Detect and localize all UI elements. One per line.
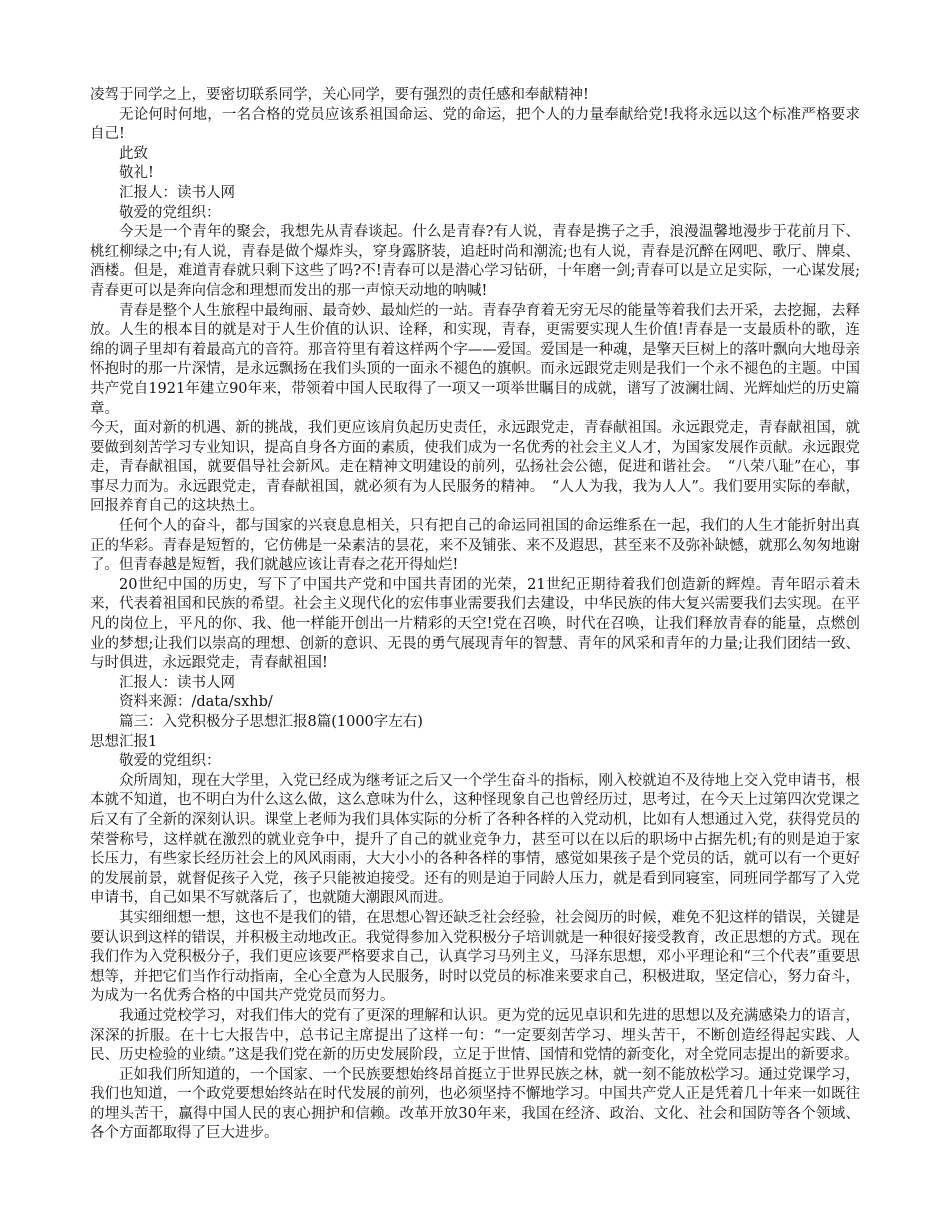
paragraph: 众所周知，现在大学里，入党已经成为继考证之后又一个学生奋斗的指标，刚入校就迫不及待地上交入党申请书，根本就不知道，也不明白为什么这么做，这么意味为什么，这种怪现象自己也曾经历过，思考过，在今天上过第四次党课之后又有了全新的深刻认识。课堂上老师为我们具体实际的分析了各种各样的入党动机，比如有人想通过入党，获得党员的荣誉称号，这样就在激烈的就业竞争中，提升了自己的就业竞争力，甚至可以在以后的职场中占据先机;有的则是迫于家长压力，有些家长经历社会上的风风雨雨，大大小小的各种各样的事情，感觉如果孩子是个党员的话，就可以有一个更好的发展前景，就督促孩子入党，孩子只能被迫接受。还有的则是迫于同龄人压力，就是看到同寝室，同班同学都写了入党申请书，自己如果不写就落后了，也就随大潮跟风而进。: [90, 772, 860, 907]
source-line: 资料来源：/data/sxhb/: [119, 694, 273, 711]
closing-line: 此致: [119, 145, 148, 162]
section-title: 篇三：入党积极分子思想汇报8篇(1000字左右): [119, 714, 423, 730]
salutation: 敬爱的党组织：: [119, 753, 221, 770]
paragraph: 今天，面对新的机遇、新的挑战，我们更应该肩负起历史责任，永远跟党走，青春献祖国。永远跟党走，青春献祖国，就要做到刻苦学习专业知识，提高自身各方面的素质，使我们成为一名优秀的社会主义人才，为国家发展作贡献。永远跟党走，青春献祖国，就要倡导社会新风。走在精神文明建设的前列，弘扬社会公德，促进和谐社会。 “八荣八耻”在心，事事尽力而为。永远跟党走，青春献祖国，就必须有为人民服务的精神。 “人人为我，我为人人”。我们要用实际的奉献，回报养育自己的这块热土。: [90, 420, 860, 515]
reporter-line: 汇报人：读书人网: [119, 184, 235, 201]
paragraph: 其实细细想一想，这也不是我们的错，在思想心智还缺乏社会经验，社会阅历的时候，难免不犯这样的错误，关键是要认识到这样的错误，并积极主动地改正。我觉得参加入党积极分子培训就是一种很好接受教育，改正思想的方式。现在我们作为入党积极分子，我们更应该要严格要求自己，认真学习马列主义，马泽东思想，邓小平理论和“三个代表”重要思想等，并把它们当作行动指南，全心全意为人民服务，时时以党员的标准来要求自己，积极进取，坚定信心，努力奋斗，为成为一名优秀合格的中国共产党党员而努力。: [90, 909, 860, 1005]
paragraph: 20世纪中国的历史，写下了中国共产党和中国共青团的光荣，21世纪正期待着我们创造新的辉煌。青年昭示着未来，代表着祖国和民族的希望。社会主义现代化的宏伟事业需要我们去建设，中华民族的伟大复兴需要我们去实现。在平凡的岗位上，平凡的你、我、他一样能开创出一片精彩的天空!党在召唤，时代在召唤，让我们释放青春的能量，点燃创业的梦想;让我们以崇高的理想、创新的意识、无畏的勇气展现青年的智慧、青年的风采和青年的力量;让我们团结一致、与时俱进，永远跟党走，青春献祖国!: [90, 576, 860, 672]
paragraph: 今天是一个青年的聚会，我想先从青春谈起。什么是青春?有人说，青春是携子之手，浪漫温馨地漫步于花前月下、桃红柳绿之中;有人说，青春是做个爆炸头，穿身露脐装，追赶时尚和潮流;也有人说，青春是沉醉在网吧、歌厅、牌桌、酒楼。但是，难道青春就只剩下这些了吗?不!青春可以是潜心学习钻研，十年磨一剑;青春可以是立足实际，一心谋发展;青春更可以是奔向信念和理想而发出的那一声惊天动地的呐喊!: [90, 224, 860, 299]
reporter-line: 汇报人：读书人网: [119, 674, 235, 691]
paragraph: 任何个人的奋斗，都与国家的兴衰息息相关，只有把自己的命运同祖国的命运维系在一起，我们的人生才能折射出真正的华彩。青春是短暂的，它仿佛是一朵素洁的昙花，来不及铺张、来不及遐思，甚至来不及弥补缺憾，就那么匆匆地谢了。但青春越是短暂，我们就越应该让青春之花开得灿烂!: [90, 518, 860, 574]
document-page: [90, 86, 860, 1144]
closing-line: 敬礼!: [119, 165, 154, 182]
report-title: 思想汇报1: [90, 733, 158, 750]
paragraph: 无论何时何地，一名合格的党员应该系祖国命运、党的命运，把个人的力量奉献给党!我将永远以这个标准严格要求自己!: [90, 106, 860, 143]
paragraph: 正如我们所知道的，一个国家、一个民族要想始终昂首挺立于世界民族之林，就一刻不能放松学习。通过党课学习，我们也知道，一个政党要想始终站在时代发展的前列，也必须坚持不懈地学习。中国共产党人正是凭着几十年来一如既往的埋头苦干，赢得中国人民的衷心拥护和信赖。改革开放30年来，我国在经济、政治、文化、社会和国防等各个领域、各个方面都取得了巨大进步。: [90, 1066, 860, 1142]
paragraph: 凌驾于同学之上，要密切联系同学，关心同学，要有强烈的责任感和奉献精神!: [90, 87, 589, 103]
paragraph: 青春是整个人生旅程中最绚丽、最奇妙、最灿烂的一站。青春孕育着无穷无尽的能量等着我们去开采，去挖掘，去释放。人生的根本目的就是对于人生价值的认识、诠释，和实现，青春，更需要实现人生价值!青春是一支最质朴的歌，连绵的调子里却有着最高亢的音符。那音符里有着这样两个字——爱国。爱国是一种魂，是擎天巨树上的落叶飘向大地母亲怀抱时的那一片深情，是永远飘扬在我们头顶的一面永不褪色的旗帜。而永远跟党走则是我们一个永不褪色的主题。中国共产党自1921年建立90年来，带领着中国人民取得了一项又一项举世瞩目的成就，谱写了波澜壮阔、光辉灿烂的历史篇章。: [90, 302, 860, 417]
salutation: 敬爱的党组织：: [119, 204, 221, 221]
paragraph: 我通过党校学习，对我们伟大的党有了更深的理解和认识。更为党的远见卓识和先进的思想以及充满感染力的语言，深深的折服。在十七大报告中，总书记主席提出了这样一句：“一定要刻苦学习、埋头苦干，不断创造经得起实践、人民、历史检验的业绩。”这是我们党在新的历史发展阶段，立足于世情、国情和党情的新变化，对全党同志提出的新要求。: [90, 1007, 860, 1064]
